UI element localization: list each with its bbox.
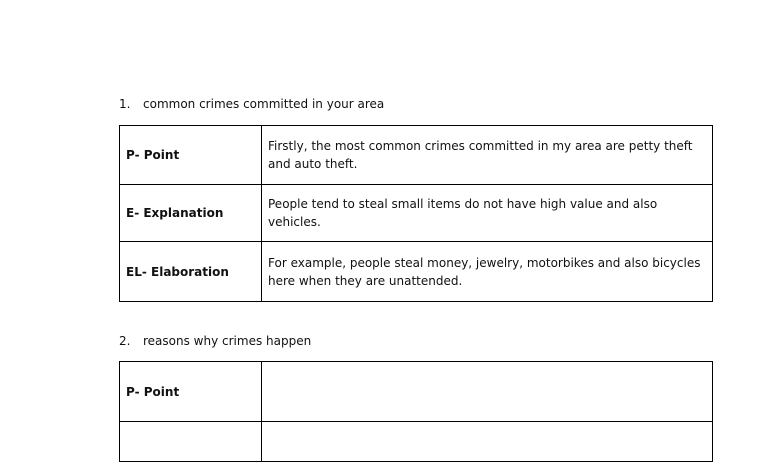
table-row — [120, 362, 713, 422]
section-2-heading — [119, 334, 311, 348]
section-1-number: 1. — [119, 97, 131, 111]
row-label-next — [120, 422, 262, 462]
row-label-point: P- Point — [120, 362, 262, 422]
row-label-explanation: E- Explanation — [120, 185, 262, 242]
section-2-pel-table — [119, 361, 713, 462]
table-row — [120, 422, 713, 462]
section-2-title: reasons why crimes happen — [143, 334, 312, 348]
row-label-elaboration: EL- Elaboration — [120, 242, 262, 302]
row-content-point[interactable] — [262, 362, 713, 422]
row-content-next[interactable] — [262, 422, 713, 462]
table-row — [120, 126, 713, 185]
row-label-point: P- Point — [120, 126, 262, 185]
table-row — [120, 185, 713, 242]
section-1-heading — [119, 97, 384, 111]
row-content-elaboration[interactable]: For example, people steal money, jewelry, motorbikes and also bicycles here when they are unattended. — [262, 242, 713, 302]
section-2-number: 2. — [119, 334, 131, 348]
section-1-pel-table — [119, 125, 713, 302]
row-content-explanation[interactable]: People tend to steal small items do not have high value and also vehicles. — [262, 185, 713, 242]
table-row — [120, 242, 713, 302]
section-1-title: common crimes committed in your area — [143, 97, 385, 111]
row-content-point[interactable]: Firstly, the most common crimes committed in my area are petty theft and auto theft. — [262, 126, 713, 185]
